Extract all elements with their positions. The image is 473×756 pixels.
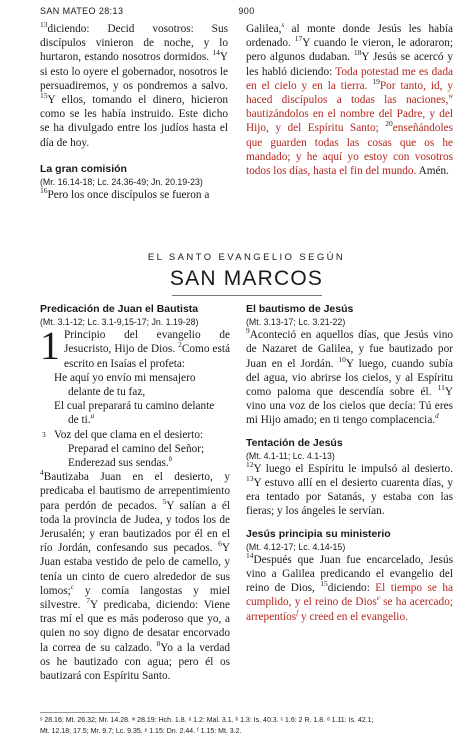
verse-number: 4 (40, 468, 44, 478)
verse-number: 17 (294, 34, 303, 44)
poetry-text: Enderezad sus sendas. (68, 457, 169, 470)
verse-text: Y si esto lo oyere el gobernador, nosotros le persuadiremos, y os pondremos a salvo. (40, 51, 228, 92)
verse-text: diciendo: (327, 582, 376, 595)
verse-number: 11 (437, 383, 445, 393)
book-title: SAN MARCOS (169, 267, 324, 290)
footnote-marker: d (435, 412, 439, 421)
book-subtitle: EL SANTO EVANGELIO SEGÚN (147, 252, 346, 263)
verse-text: Y predicaba, diciendo: Viene tras mí el que es más poderoso que yo, a quien no soy digno de desatar encorvado la correa de su calzado. (40, 599, 230, 654)
poetry-line: Preparad el camino del Señor; (68, 442, 205, 455)
verse-number: 8 (156, 638, 161, 648)
verse-text: Y ellos, tomando el dinero, hicieron como se les había instruido. Este dicho se ha divulgado entre los judíos hasta el día de hoy. (40, 94, 228, 149)
poetry-line: delante de tu faz, (68, 386, 146, 399)
chapter-number: 1 (40, 323, 60, 369)
cross-reference: (Mt. 3.13-17; Lc. 3.21-22) (246, 317, 346, 328)
page-header (40, 6, 453, 20)
verse-paragraph (246, 462, 453, 519)
verse-text: al monte donde Jesús les había ordenado. (246, 23, 453, 50)
words-of-jesus: El tiempo se ha cumplido, y el reino de Dios (246, 582, 453, 609)
verse-number: 5 (162, 496, 167, 506)
poetry-line (42, 428, 230, 442)
verse-text: Y Juan estaba vestido de pelo de camello, y tenía un cinto de cuero alrededor de sus lomos; (40, 542, 230, 597)
mateo-right-column (246, 22, 453, 178)
verse-number: 13 (246, 474, 254, 484)
verse-number: 12 (246, 460, 254, 470)
verse-text: Aconteció en aquellos días, que Jesús vino de Nazaret de Galilea, y fue bautizado por Juan en el Jordán. (246, 329, 453, 370)
verse-number: 16 (40, 186, 48, 196)
verse-text: Y vino una voz de los cielos que decía: Tú eres mi Hijo amado; en ti tengo complacencia. (246, 386, 454, 427)
page-number: 900 (238, 6, 255, 16)
verse-number: 7 (86, 596, 91, 606)
section-heading: El bautismo de Jesús (246, 303, 354, 315)
verse-number: 14 (212, 48, 220, 58)
poetry-text: Voz del que clama en el desierto: (54, 428, 204, 441)
verse-text: diciendo: Decid vosotros: Sus discípulos vinieron de noche, y lo hurtaron, estando nosotros dormidos. (40, 23, 228, 64)
poetry-block (42, 371, 230, 470)
title-rule (172, 295, 322, 296)
section-heading: Tentación de Jesús (246, 436, 343, 449)
verse-paragraph (40, 323, 230, 371)
verse-text: Principio del evangelio de Jesucristo, Hijo de Dios. (64, 329, 230, 356)
verse-number: 19 (372, 77, 380, 87)
footnote-marker: f (296, 608, 299, 617)
verse-text: Y Jesús se acercó y les habló diciendo: (246, 51, 453, 78)
footnote-marker: a (90, 412, 95, 421)
verse-paragraph (246, 22, 453, 178)
verse-paragraph (246, 328, 453, 427)
verse-number: 6 (218, 539, 222, 549)
verse-text: Pero los once discípulos se fueron a (47, 189, 210, 202)
cross-reference: (Mt. 4.1-11; Lc. 4.1-13) (246, 450, 335, 461)
words-of-jesus: bautizándolos en el nombre del Padre, y del Hijo, y del Espíritu Santo; (246, 108, 453, 135)
footnote-marker: w (448, 92, 453, 101)
mateo-left-column (40, 22, 228, 202)
section-heading: Jesús principia su ministerio (246, 527, 391, 540)
section-heading: Predicación de Juan el Bautista (40, 303, 199, 315)
verse-number: 2 (178, 340, 182, 350)
running-head: SAN MATEO 28:13 (40, 6, 124, 16)
verse-text: y comía langostas y miel silvestre. (40, 584, 230, 612)
words-of-jesus: Toda potestad me es dada en el cielo y en la tierra. (246, 65, 453, 92)
footnote-marker: b (168, 455, 173, 464)
cross-reference: (Mt. 4.12-17; Lc. 4.14-15) (246, 541, 346, 552)
verse-text: Galilea, (246, 23, 282, 35)
verse-paragraph (40, 22, 228, 150)
verse-text: Y cuando le vieron, le adoraron; pero algunos dudaban. (246, 37, 453, 64)
cross-reference: (Mr. 16.14-18; Lc. 24.36-49; Jn. 20.19-23) (40, 177, 203, 188)
footnotes (40, 715, 453, 737)
footnote-marker: e (376, 594, 380, 603)
poetry-line: He aquí yo envío mi mensajero (54, 371, 196, 384)
verse-number: 3 (42, 429, 46, 439)
verse-text: Como está escrito en Isaías el profeta: (64, 343, 230, 370)
verse-text: Y estuvo allí en el desierto cuarenta días, y era tentado por Satanás, y estaba con las fieras; y los ángeles le servían. (246, 477, 453, 518)
words-of-jesus: se ha acercado; arrepentíos (246, 596, 453, 623)
footnote-marker: c (70, 583, 74, 592)
cross-reference: (Mt. 3.1-12; Lc. 3.1-9,15-17; Jn. 1.19-28) (40, 317, 199, 328)
verse-number: 15 (320, 579, 328, 589)
words-of-jesus: enseñándoles que guarden todas las cosas que os he mandado; y he aquí yo estoy con vosotros todos los días, hasta el fin del mundo. (246, 122, 453, 178)
verse-text: Amén. (416, 165, 450, 178)
verse-number: 13 (40, 20, 48, 30)
poetry-text: de ti. (68, 414, 91, 427)
verse-paragraph (246, 553, 453, 624)
verse-text: Y salían a él toda la provincia de Judea, y todos los de Jerusalén; y eran bautizados por él en el río Jordán, confesando sus pecados. (40, 499, 230, 555)
words-of-jesus: Por tanto, id, y haced discípulos a todas las naciones, (246, 79, 454, 107)
marcos-right-column (246, 302, 453, 624)
poetry-line (54, 413, 230, 427)
verse-text: Yo a la verdad os he bautizado con agua; pero él os bautizará con Espíritu Santo. (40, 641, 230, 683)
verse-paragraph (40, 188, 228, 202)
verse-number: 9 (246, 326, 250, 336)
verse-number: 14 (246, 551, 254, 561)
verse-number: 10 (338, 354, 346, 364)
words-of-jesus: y creed en el evangelio. (298, 610, 408, 623)
book-title-block (40, 252, 453, 296)
verse-number: 18 (353, 48, 362, 58)
poetry-line: El cual preparará tu camino delante (54, 400, 215, 413)
footnote-marker: s (281, 21, 285, 30)
verse-number: 15 (40, 91, 48, 101)
section-heading: La gran comisión (40, 162, 127, 175)
verse-text: Y luego el Espíritu le impulsó al desierto. (253, 462, 453, 475)
verse-text: Después que Juan fue encarcelado, Jesús vino a Galilea predicando el evangelio del reino de Dios, (246, 553, 453, 595)
marcos-left-column (40, 302, 230, 683)
footnote-line: Mt. 12.18; 17.5; Mr. 9.7; Lc. 9.35. ᵉ 1.15: Dn. 2.44. ᶠ 1.15: Mt. 3.2. (40, 728, 242, 735)
footnote-line: ˢ 28.16: Mt. 26.32; Mr. 14.28. ʷ 28.19: Hch. 1.8. ᵃ 1.2: Mal. 3.1. ᵇ 1.3: Is. 40.3. ᶜ 1.6: 2 R. 1.8. ᵈ 1.11: Is. 42.1; (40, 717, 374, 724)
poetry-line (54, 456, 230, 470)
verse-text: Y luego, cuando subía del agua, vio abrirse los cielos, y al Espíritu como paloma que descendía sobre él. (246, 357, 454, 399)
verse-text: Bautizaba Juan en el desierto, y predicaba el bautismo de arrepentimiento para perdón de pecados. (40, 471, 230, 512)
verse-number: 20 (385, 119, 393, 129)
verse-paragraph (40, 470, 230, 683)
footnote-rule (40, 712, 120, 713)
